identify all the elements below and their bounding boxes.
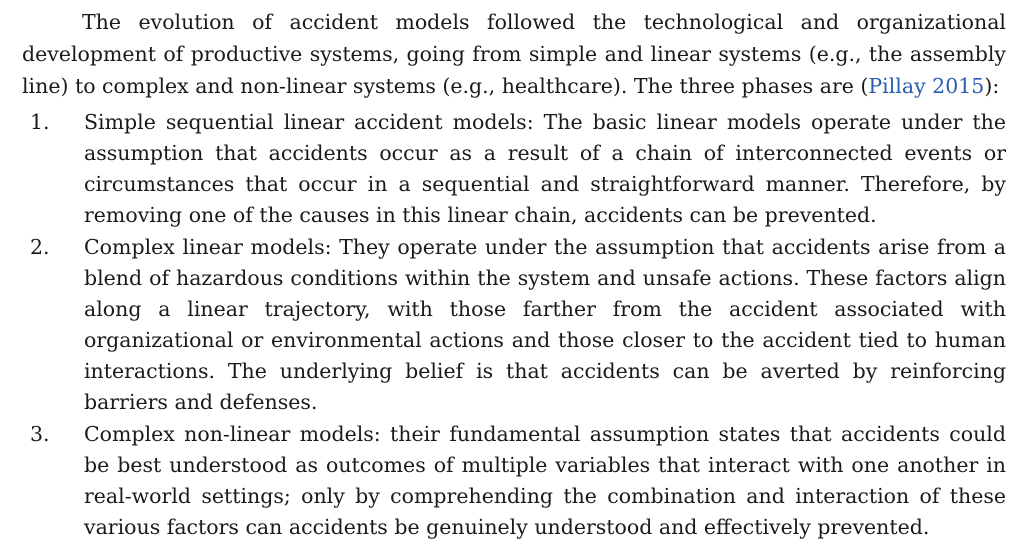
list-item [22,107,1006,231]
list-item [22,232,1006,418]
list-item-text: Complex non-linear models: their fundamental assumption states that accidents could be best understood as outcomes of multiple variables that interact with one another in real-world settings; only by comprehending the combination and interaction of these various factors can accidents be genuinely understood and effectively prevented. [84,422,1006,539]
list-item-number: 2. [30,235,50,259]
list-item-text: Simple sequential linear accident models: The basic linear models operate under the assumption that accidents occur as a result of a chain of interconnected events or circumstances that occur in a sequential and straightforward manner. Therefore, by removing one of the causes in this linear chain, accidents can be prevented. [84,110,1006,227]
list-item [22,419,1006,543]
accident-model-list [22,107,1006,544]
list-item-number: 3. [30,422,50,446]
intro-text: The evolution of accident models followed the technological and organizational development of productive systems, going from simple and linear systems (e.g., the assembly line) to complex and non-linear systems (e.g., healthcare). The three phases are ( [22,10,1006,98]
list-item-number: 1. [30,110,50,134]
intro-paragraph [22,6,1006,102]
citation-link[interactable]: Pillay 2015 [868,74,985,98]
intro-text-end: ): [984,74,1000,98]
list-item-text: Complex linear models: They operate under the assumption that accidents arise from a blend of hazardous conditions within the system and unsafe actions. These factors align along a linear trajectory, with those farther from the accident associated with organizational or environmental actions and those closer to the accident tied to human interactions. The underlying belief is that accidents can be averted by reinforcing barriers and defenses. [84,235,1006,414]
